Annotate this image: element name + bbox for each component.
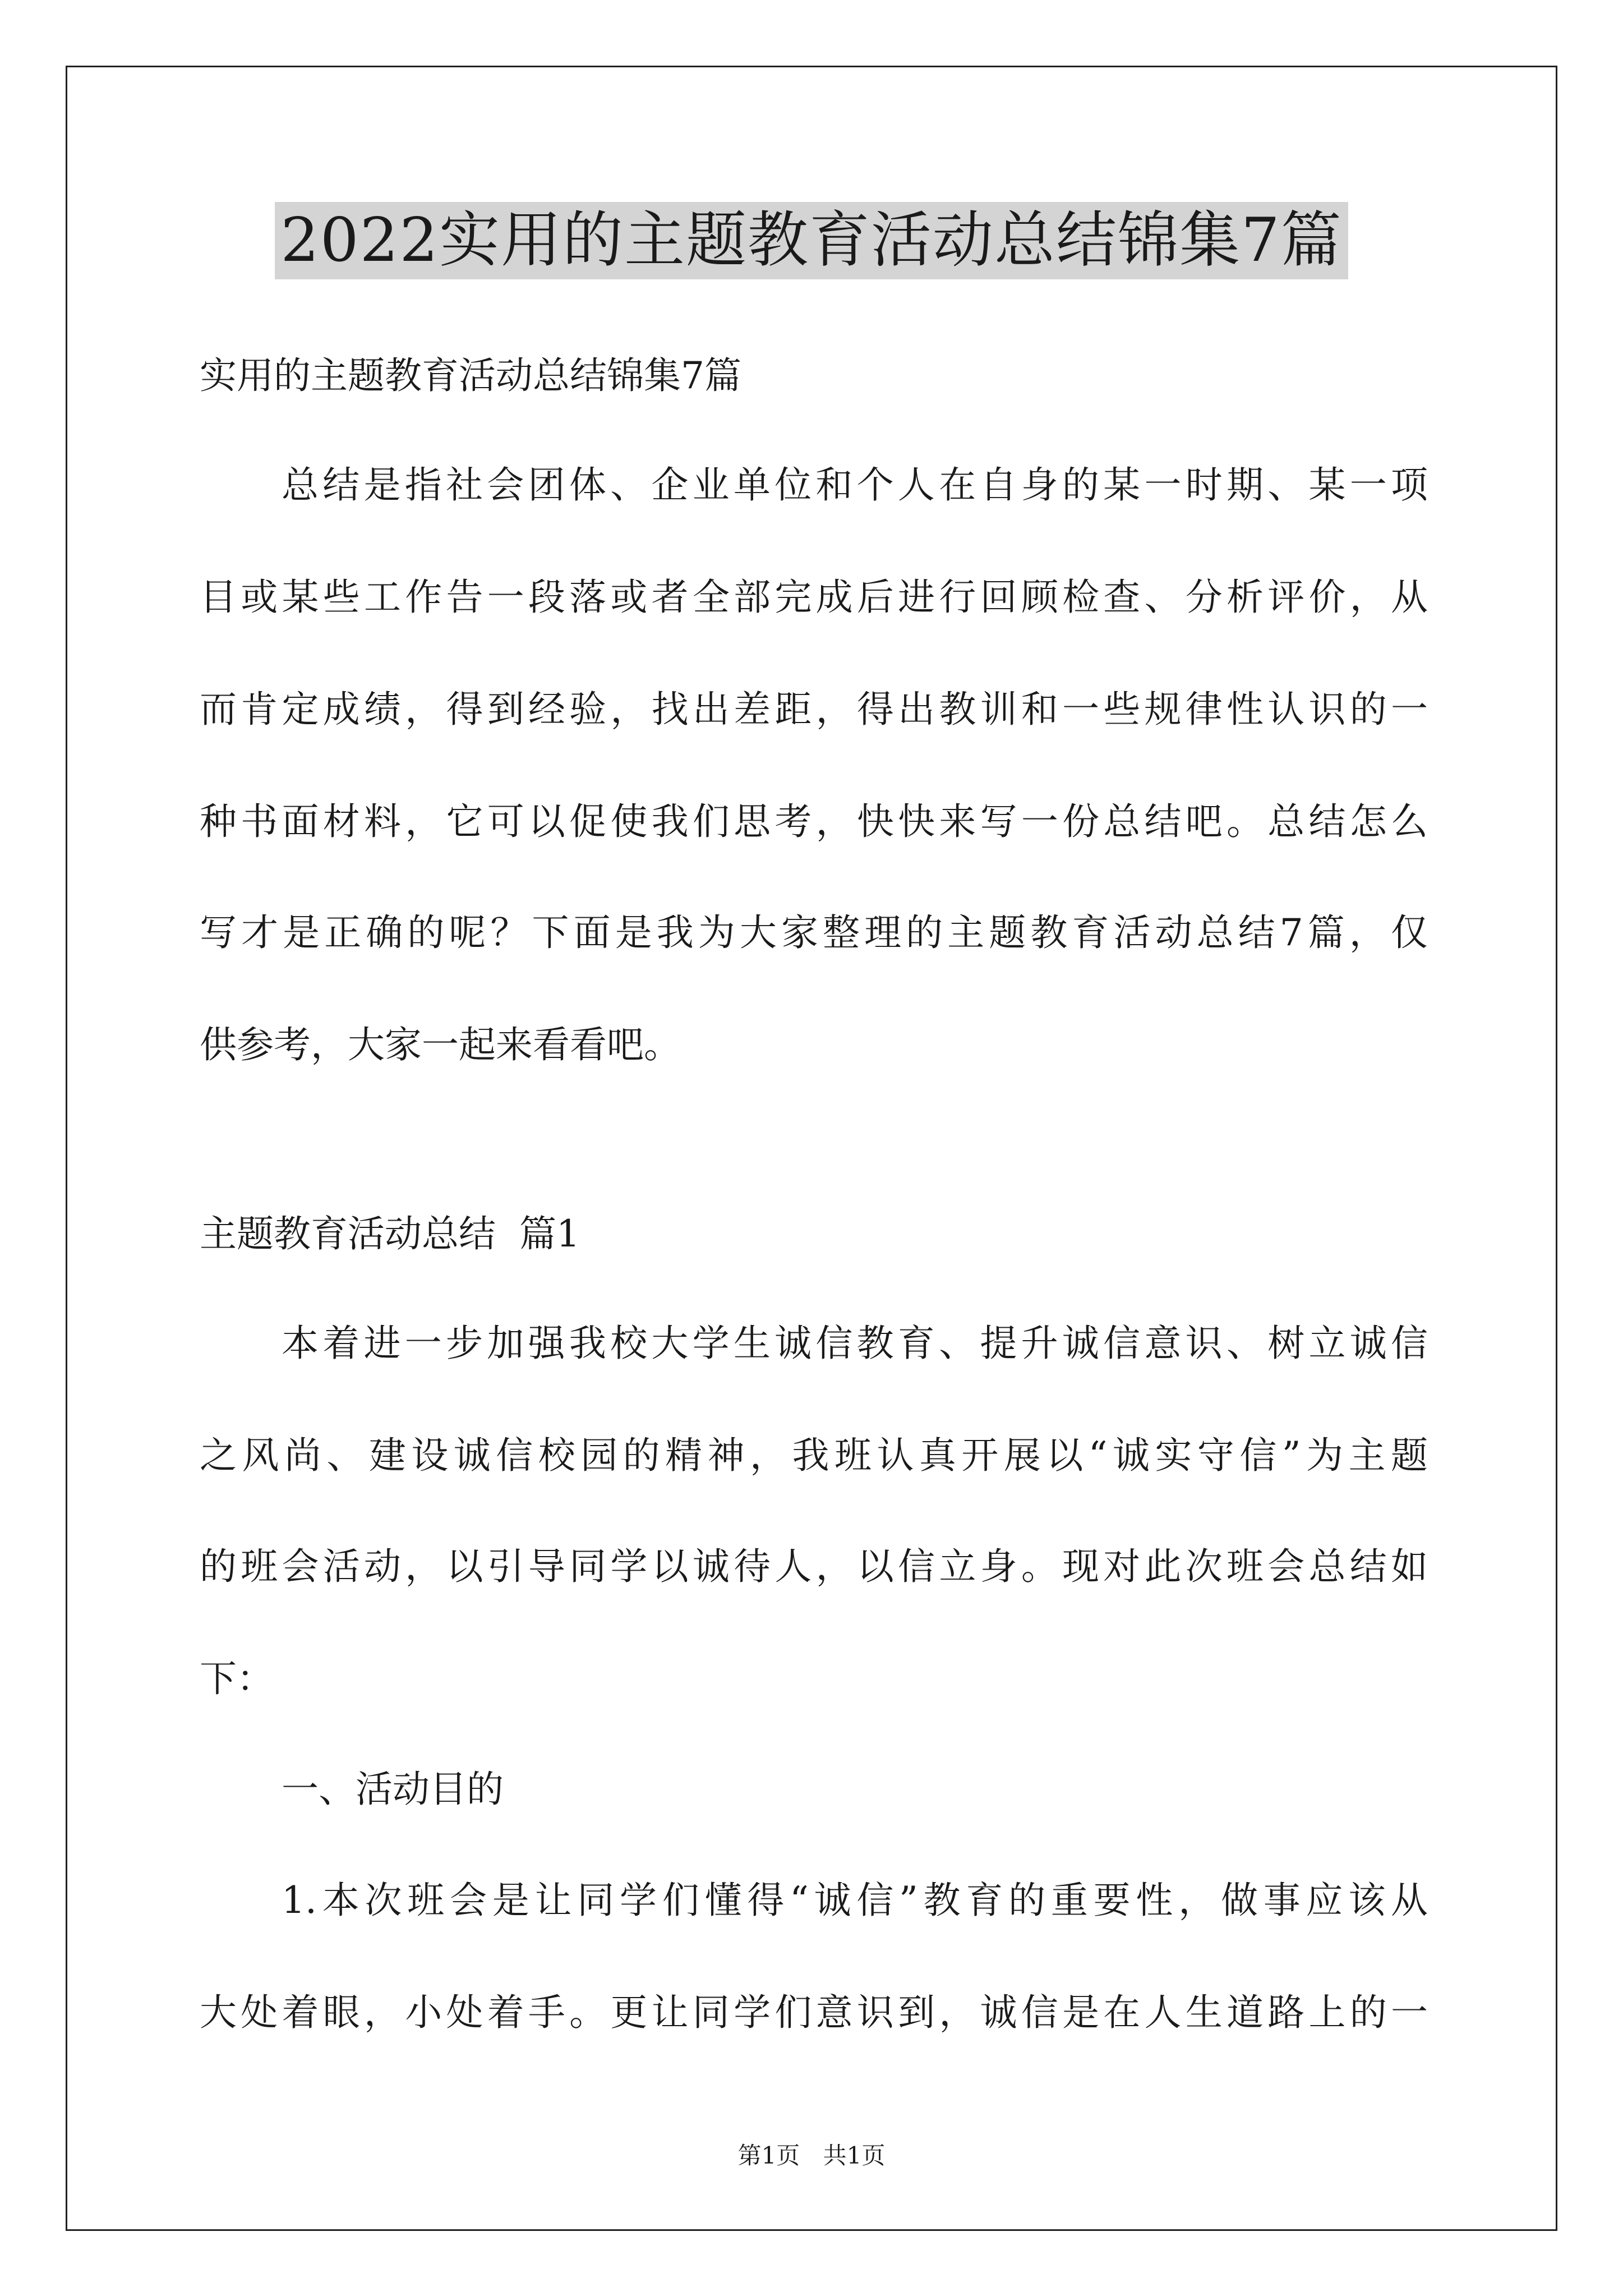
intro-line: 总结是指社会团体、企业单位和个人在自身的某一时期、某一项 (282, 463, 1428, 507)
page-number: 第1页 (737, 2142, 800, 2169)
title-container (0, 202, 1623, 279)
document-title: 2022实用的主题教育活动总结锦集7篇 (275, 202, 1348, 279)
page-footer (0, 2142, 1623, 2170)
item-line: 大处着眼，小处着手。更让同学们意识到，诚信是在人生道路上的一 (200, 1991, 1428, 2034)
intro-line: 种书面材料，它可以促使我们思考，快快来写一份总结吧。总结怎么 (200, 800, 1428, 843)
item-line: 1.本次班会是让同学们懂得“诚信”教育的重要性，做事应该从 (282, 1879, 1428, 1922)
section-paragraph-line: 之风尚、建设诚信校园的精神，我班认真开展以“诚实守信”为主题 (200, 1434, 1428, 1477)
section-paragraph-line: 下： (200, 1657, 274, 1700)
section-heading: 主题教育活动总结 篇1 (200, 1212, 580, 1255)
page-total: 共1页 (823, 2142, 886, 2169)
intro-line: 目或某些工作告一段落或者全部完成后进行回顾检查、分析评价，从 (200, 576, 1428, 619)
document-subtitle: 实用的主题教育活动总结锦集7篇 (200, 354, 741, 397)
subheading: 一、活动目的 (282, 1768, 504, 1811)
section-paragraph-line: 本着进一步加强我校大学生诚信教育、提升诚信意识、树立诚信 (282, 1322, 1428, 1365)
intro-line: 写才是正确的呢？下面是我为大家整理的主题教育活动总结7篇，仅 (200, 911, 1428, 954)
intro-line: 而肯定成绩，得到经验，找出差距，得出教训和一些规律性认识的一 (200, 688, 1428, 731)
section-paragraph-line: 的班会活动，以引导同学以诚待人，以信立身。现对此次班会总结如 (200, 1545, 1428, 1588)
intro-line: 供参考，大家一起来看看吧。 (200, 1023, 681, 1066)
